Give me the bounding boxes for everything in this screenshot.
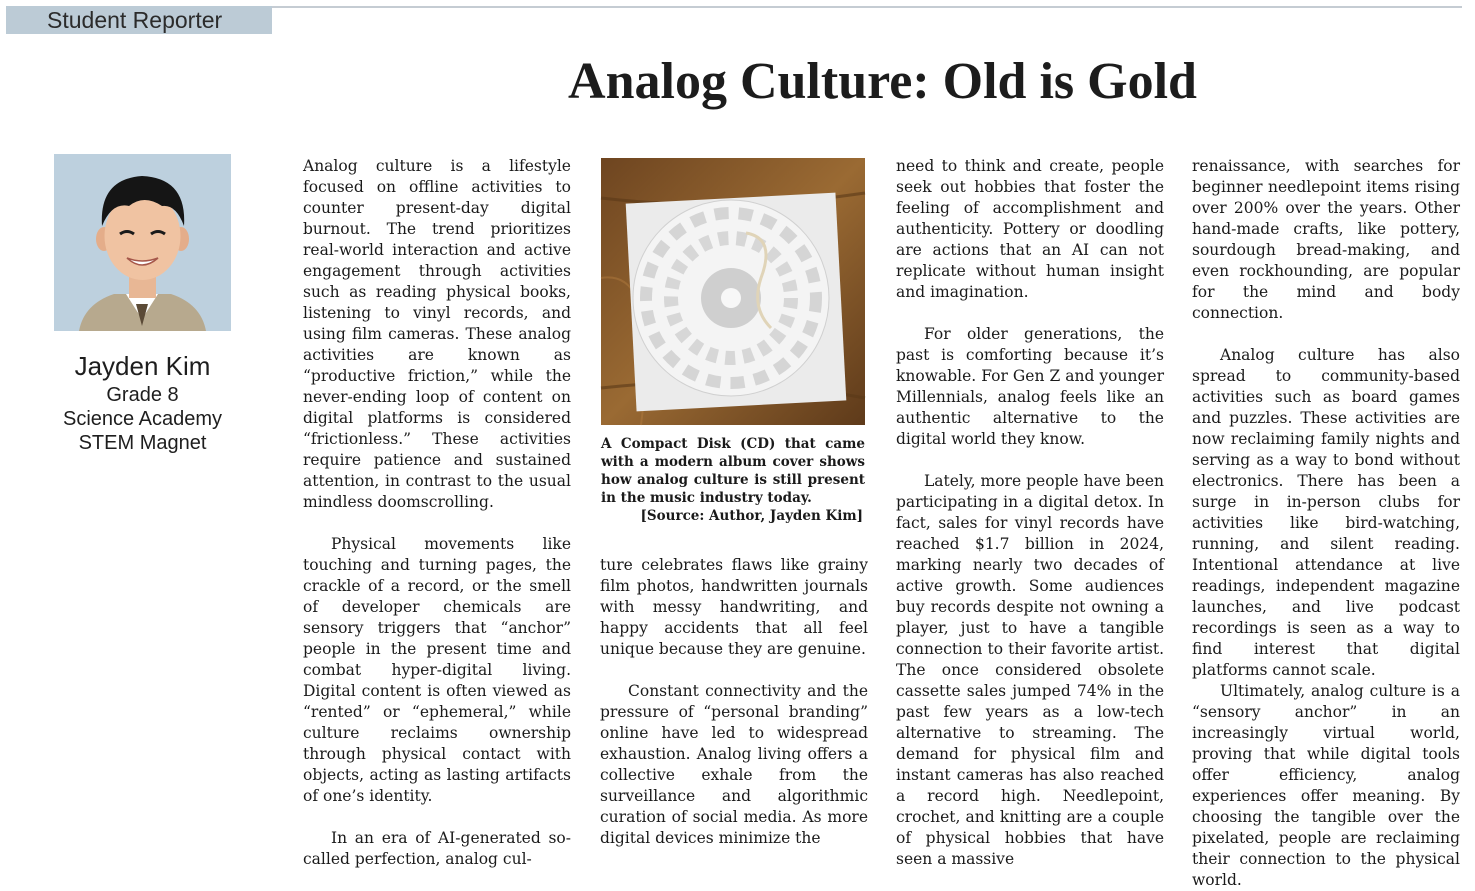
author-name: Jayden Kim	[74, 351, 211, 381]
article-column-3	[896, 156, 1164, 870]
photo-caption: A Compact Disk (CD) that came with a modern album cover shows how analog culture is still present in the music industry today.	[601, 436, 865, 506]
author-portrait-illustration	[54, 154, 231, 331]
cd-photo-illustration	[601, 158, 865, 425]
author-school: Science Academy	[63, 408, 222, 430]
top-rule	[272, 6, 1462, 8]
article-paragraph: Analog culture has also spread to community-based activities such as board games and puzzles. These activities are now reclaiming family nights and serving as a way to bond without electronics. There has been a surge in in-person clubs for activities like bird-watching, running, and silent reading. Intentional attendance at live readings, independent magazine launches, and live podcast recordings is seen as a way to find interest that digital platforms cannot scale.	[1192, 346, 1460, 679]
article-column-4	[1192, 156, 1460, 891]
article-paragraph: For older generations, the past is comforting because it’s knowable. For Gen Z and younger Millennials, analog feels like an authentic alternative to the digital world they know.	[896, 325, 1164, 448]
author-program: STEM Magnet	[78, 432, 207, 454]
article-paragraph: Ultimately, analog culture is a “sensory anchor” in an increasingly virtual world, proving that while digital tools offer efficiency, analog experiences offer meaning. By choosing the tangible over the pixelated, people are reclaiming their connection to the physical world.	[1192, 682, 1460, 889]
cd-album-photo	[601, 158, 865, 425]
article-paragraph: need to think and create, people seek out hobbies that foster the feeling of accomplishment and authenticity. Pottery or doodling are actions that an AI can not replicate without human insight and imagination.	[896, 157, 1164, 301]
article-paragraph: Lately, more people have been participating in a digital detox. In fact, sales for vinyl records have reached $1.7 billion in 2024, marking nearly two decades of active growth. Some audiences buy records despite not owning a player, just to have a tangible connection to their favorite artist. The once considered obsolete cassette sales jumped 74% in the past few years as a low-tech alternative to streaming. The demand for physical film and instant cameras has also reached a record high. Needlepoint, crochet, and knitting are a couple of physical hobbies that have seen a massive	[896, 472, 1164, 868]
article-paragraph: Physical movements like touching and turning pages, the crackle of a record, or the smell of developer chemicals are sensory triggers that “anchor” people in the present time and combat hyper-digital living. Digital content is often viewed as “rented” or “ephemeral,” while culture reclaims ownership through physical contact with objects, acting as lasting artifacts of one’s identity.	[303, 535, 571, 805]
article-column-2	[600, 555, 868, 849]
author-photo	[54, 154, 231, 331]
article-paragraph: Constant connectivity and the pressure of “personal branding” online have led to widespread exhaustion. Analog living offers a collective exhale from the surveillance and algorithmic curation of social media. As more digital devices minimize the	[600, 682, 868, 847]
section-label: Student Reporter	[6, 6, 272, 34]
author-grade: Grade 8	[106, 384, 179, 406]
article-paragraph: In an era of AI-generated so-called perfection, analog cul-	[303, 829, 571, 868]
article-paragraph: Analog culture is a lifestyle focused on offline activities to counter present-day digital burnout. The trend prioritizes real-world interaction and active engagement through activities such as reading physical books, listening to vinyl records, and using film cameras. These analog activities are known as “productive friction,” while the never-ending loop of content on digital platforms is considered “frictionless.” These activities require patience and sustained attention, in contrast to the usual mindless doomscrolling.	[303, 157, 571, 511]
article-column-1	[303, 156, 571, 870]
article-paragraph: renaissance, with searches for beginner needlepoint items rising over 200% over the years. Other hand-made crafts, like pottery, sourdough bread-making, and even rockhounding, are popular for the mind and body connection.	[1192, 157, 1460, 322]
photo-source: [Source: Author, Jayden Kim]	[640, 508, 863, 524]
headline: Analog Culture: Old is Gold	[568, 53, 1197, 110]
article-paragraph: ture celebrates flaws like grainy film photos, handwritten journals with messy handwriting, and happy accidents that all feel unique because they are genuine.	[600, 556, 868, 658]
